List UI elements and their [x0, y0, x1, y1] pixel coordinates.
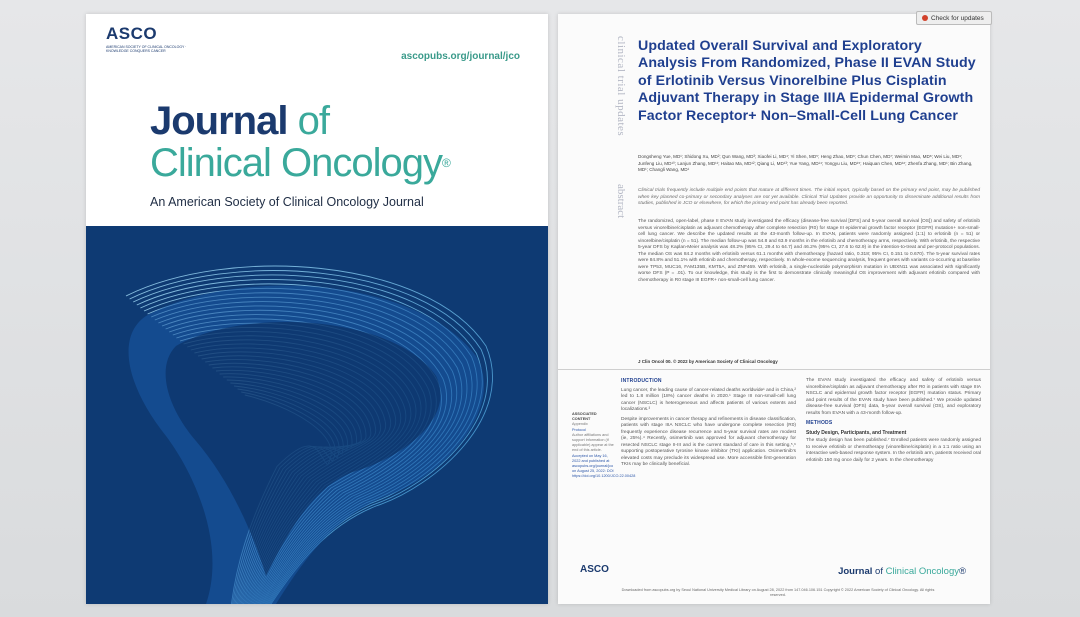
update-badge-icon: [922, 15, 928, 21]
journal-title: [150, 100, 450, 184]
cover-wave-graphic: [86, 226, 548, 604]
download-notice: Downloaded from ascopubs.org by Seoul National University Medical Library on August 28, 2022 from 147.046.106.151 Copyright © 2022 American Society of Clinical Oncology. All rights reserved.: [621, 588, 935, 597]
methods-paragraph: The study design has been published.⁷ Enrolled patients were randomly assigned to receive erlotinib or chemotherapy (vinorelbine/cisplatin) in a 1:1 ratio using an interactive web-based response system. In the erlotinib arm, patients received oral erlotinib 150 mg once daily for 2 years. In the chemotherapy: [806, 438, 981, 463]
abstract-side-label-text: abstract: [615, 184, 627, 219]
author-list: Dongsheng Yue, MD¹; Shidong Xu, MD²; Qun Wang, MD³; Xiaofei Li, MD⁴; Yi Shen, MD⁵; Heng Zhao, MD⁶; Chun Chen, MD⁷; Weimin Mao, MD⁸; Wei Liu, MD⁹; Junfeng Liu, MD¹⁰; Lanjun Zhang, MD¹¹; Haitao Ma, MD¹²; Qiang Li, MD¹³; Yue Yang, MD¹⁴; Yongyu Liu, MD¹⁵; Haiquan Chen, MD¹⁶; Zhenfa Zhang, MD¹; Bin Zhang, MD¹; Changli Wang, MD¹: [638, 154, 973, 173]
abstract-intro: Clinical trials frequently include multiple end points that mature at different times. The initial report, typically based on the primary end point, may be published when key planned co-primary or secondary analyses are not yet available. Clinical Trial Updates provide an opportunity to disseminate additional results from studies, published in JCO or elsewhere, for which the primary end point has already been reported.: [638, 188, 980, 206]
right-text-column: [806, 378, 981, 467]
citation-line: J Clin Oncol 00. © 2022 by American Society of Clinical Oncology: [638, 359, 778, 364]
footer-registered-mark: ®: [959, 566, 966, 577]
protocol-link[interactable]: Protocol: [572, 427, 586, 432]
section-side-label: [616, 36, 628, 186]
accepted-note[interactable]: Accepted on May 16, 2022 and published at ascopubs.org/journal/jco on August 25, 2022: DOI https://doi.org/10.1200/JCO.22.00428: [572, 453, 636, 479]
asco-logo: [106, 24, 196, 53]
methods-heading: METHODS: [806, 420, 833, 426]
registered-mark: ®: [442, 156, 450, 170]
evan-paragraph: The EVAN study investigated the efficacy and safety of erlotinib versus vinorelbine/cisplatin as adjuvant chemotherapy after R0 in patients with stage IIIA NSCLC and epidermal growth factor receptor (EGFR) mutation status. Primary and point results of the EVAN study have been published.⁷ We provide updated disease-free survival (DFS) data, 5-year overall survival (OS), and exploratory results from EVAN with a 43-month follow-up.: [806, 378, 981, 416]
journal-url: ascopubs.org/journal/jco: [401, 51, 520, 62]
intro-paragraph: Lung cancer, the leading cause of cancer-related deaths worldwide¹ and in China,² led to 1.8 million (18%) cancer deaths in 2020.¹ Stage III non-small-cell lung cancer (NSCLC) is heterogeneous and affects patients of various extents and localizations.³: [621, 387, 796, 412]
footer-journal-rest: Clinical Oncology: [885, 566, 959, 577]
introduction-heading: INTRODUCTION: [621, 378, 662, 384]
article-title: Updated Overall Survival and Exploratory Analysis From Randomized, Phase II EVAN Study of Erlotinib Versus Vinorelbine Plus Cisplatin Adjuvant Therapy in Stage IIIA Epidermal Growth Factor Receptor+ Non–Small-Cell Lung Cancer: [638, 38, 976, 124]
check-for-updates-button[interactable]: [916, 11, 992, 25]
journal-title-word: Journal: [150, 99, 288, 143]
methods-subheading: Study Design, Participants, and Treatment: [806, 429, 907, 436]
check-for-updates-label: Check for updates: [931, 14, 984, 22]
abstract-body: The randomized, open-label, phase II EVAN study investigated the efficacy (disease-free survival [DFS] and 5-year overall survival [OS]) and safety of erlotinib versus vinorelbine/cisplatin as adjuvant chemotherapy after complete resection (R0) for stage III epidermal growth factor receptor (EGFR) mutation+ non-small-cell lung cancer. We describe the updated results at the 43-month follow-up. In EVAN, patients were randomly assigned (1:1) to erlotinib (n = 51) or vinorelbine/cisplatin (n = 51). The median follow-up was 54.8 and 63.9 months in the erlotinib and chemotherapy arms, respectively. With erlotinib, the respective 5-year DFS by Kaplan-Meier analysis was 48.2% (95% CI, 29.4 to 64.7) and 46.2% (95% CI, 27.6 to 62.9) in the intention-to-treat and per-protocol populations. The median OS was 84.2 months with erlotinib versus 61.1 months with chemotherapy (hazard ratio, 0.318; 95% CI, 0.151 to 0.670). The 5-year survival rates were 84.8% and 51.1% with erlotinib and chemotherapy, respectively. In whole-exome sequencing analysis, frequent genes with variants co-occurring at baseline were TP53, MUC16, FAM135B, KMT5A, and ZNF469. With erlotinib, a single-nucleotide polymorphism mutation in UBXN11 was associated with significantly worse DFS (P = .01). To our knowledge, this study is the first to demonstrate clinically meaningful OS improvement with adjuvant erlotinib compared with chemotherapy in R0 stage III EGFR+ non-small-cell lung cancer.: [638, 219, 980, 283]
divider: [558, 369, 990, 370]
journal-cover: [86, 14, 548, 604]
journal-tagline: An American Society of Clinical Oncology Journal: [150, 195, 424, 209]
footer-journal-of: of: [872, 566, 886, 577]
abstract-side-label: [616, 184, 628, 244]
side-label-text: clinical trial updates: [615, 36, 627, 137]
affiliation-note: Author affiliations and support information (if applicable) appear at the end of this article.: [572, 432, 614, 453]
journal-title-of: of: [297, 99, 329, 143]
footer-journal-word: Journal: [838, 566, 873, 577]
asco-logo-subtitle: AMERICAN SOCIETY OF CLINICAL ONCOLOGY · KNOWLEDGE CONQUERS CANCER: [106, 45, 187, 53]
article-page: [558, 14, 990, 604]
footer-journal-logo: [838, 566, 966, 577]
journal-title-line2: Clinical Oncology: [150, 141, 443, 185]
article-meta-column: [572, 412, 636, 480]
asco-logo-text: ASCO: [106, 24, 158, 43]
left-text-column: [621, 378, 796, 472]
appendix-link[interactable]: Appendix: [572, 422, 588, 427]
intro-paragraph: Despite improvements in cancer therapy and refinements in disease classification, patients with stage IIIA NSCLC who have undergone complete resection (R0) frequently experience disease recurrence and 5-year survival rates are modest (ie, 25%).⁴ Recently, osimertinib was approved for adjuvant chemotherapy for resected NSCLC stage II-III and is the current standard of care in this setting,⁵,⁶ supporting postoperative tyrosine kinase inhibitor (TKI) application. Osimertinib's elevated costs may preclude its widespread use. More accessible first-generation TKIs may be clinically beneficial.: [621, 416, 796, 467]
footer-asco-logo: ASCO: [580, 564, 609, 575]
cover-artwork: [86, 226, 548, 604]
associated-content-heading: ASSOCIATED CONTENT: [572, 412, 597, 422]
